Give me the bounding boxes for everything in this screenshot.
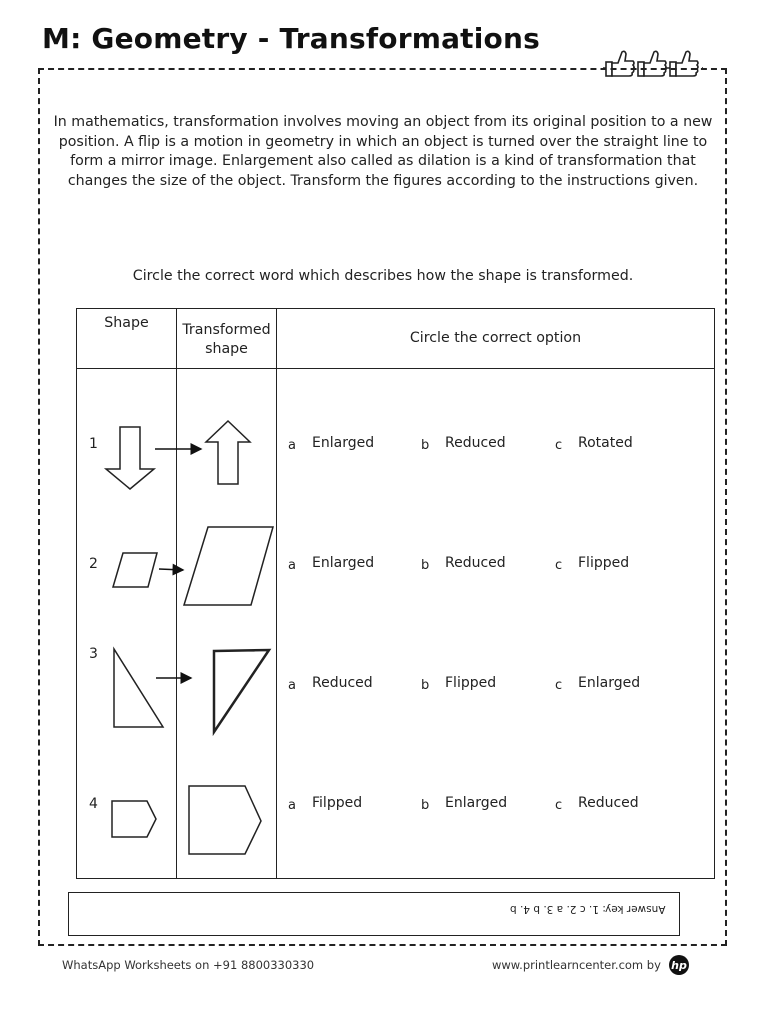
intro-paragraph: In mathematics, transformation involves moving an object from its original position to a new position. A flip is a motion in geometry in which an object is turned over the straight line to form a mirror image. Enlargement also called as dilation is a kind of transformation that changes the size of the object. Transform the figures according to the instructions given. <box>53 114 713 189</box>
option-letter: b <box>421 438 430 453</box>
shapes-drawing <box>77 309 277 879</box>
option-letter: c <box>555 678 563 693</box>
row-number: 1 <box>89 436 98 452</box>
header-circle-option: Circle the correct option <box>409 330 582 346</box>
option-text[interactable]: Filpped <box>312 795 363 811</box>
option-letter: a <box>288 798 296 813</box>
option-text[interactable]: Enlarged <box>445 795 508 811</box>
option-text[interactable]: Rotated <box>578 435 633 451</box>
option-text[interactable]: Reduced <box>445 435 506 451</box>
small-parallelogram-shape <box>113 553 157 587</box>
small-pentagon-shape <box>112 801 156 837</box>
option-text[interactable]: Reduced <box>445 555 506 571</box>
option-letter: c <box>555 438 563 453</box>
up-arrow-shape <box>206 421 250 484</box>
option-letter: a <box>288 678 296 693</box>
option-letter: c <box>555 558 563 573</box>
instruction-text: Circle the correct word which describes how the shape is transformed. <box>132 268 634 284</box>
option-text[interactable]: Enlarged <box>312 555 375 571</box>
option-letter: b <box>421 558 430 573</box>
header-transformed-shape: Transformed shape <box>182 322 271 357</box>
option-text[interactable]: Reduced <box>578 795 639 811</box>
footer-whatsapp: WhatsApp Worksheets on +91 8800330330 <box>62 958 315 972</box>
option-text[interactable]: Enlarged <box>312 435 375 451</box>
option-text[interactable]: Flipped <box>578 555 630 571</box>
row-number: 2 <box>89 556 98 572</box>
header-shape: Shape <box>104 315 149 331</box>
answer-key-box <box>68 892 680 936</box>
option-text[interactable]: Reduced <box>312 675 373 691</box>
option-letter: b <box>421 798 430 813</box>
page-title: M: Geometry - Transformations <box>42 22 540 55</box>
answer-key: Answer key: 1. c 2. a 3. b 4. b <box>509 903 665 915</box>
triangle-shape <box>114 649 163 727</box>
option-text[interactable]: Enlarged <box>578 675 641 691</box>
row-number: 3 <box>89 646 98 662</box>
option-letter: a <box>288 558 296 573</box>
hp-logo: hp <box>669 955 689 975</box>
footer-website[interactable]: www.printlearncenter.com by <box>492 958 661 972</box>
option-letter: c <box>555 798 563 813</box>
transform-arrow <box>159 569 183 570</box>
option-letter: a <box>288 438 296 453</box>
transformation-table <box>76 308 715 879</box>
large-parallelogram-shape <box>184 527 273 605</box>
large-pentagon-shape <box>189 786 261 854</box>
row-number: 4 <box>89 796 98 812</box>
flipped-triangle-shape <box>214 650 269 732</box>
option-letter: b <box>421 678 430 693</box>
option-text[interactable]: Flipped <box>445 675 497 691</box>
down-arrow-shape <box>106 427 154 489</box>
